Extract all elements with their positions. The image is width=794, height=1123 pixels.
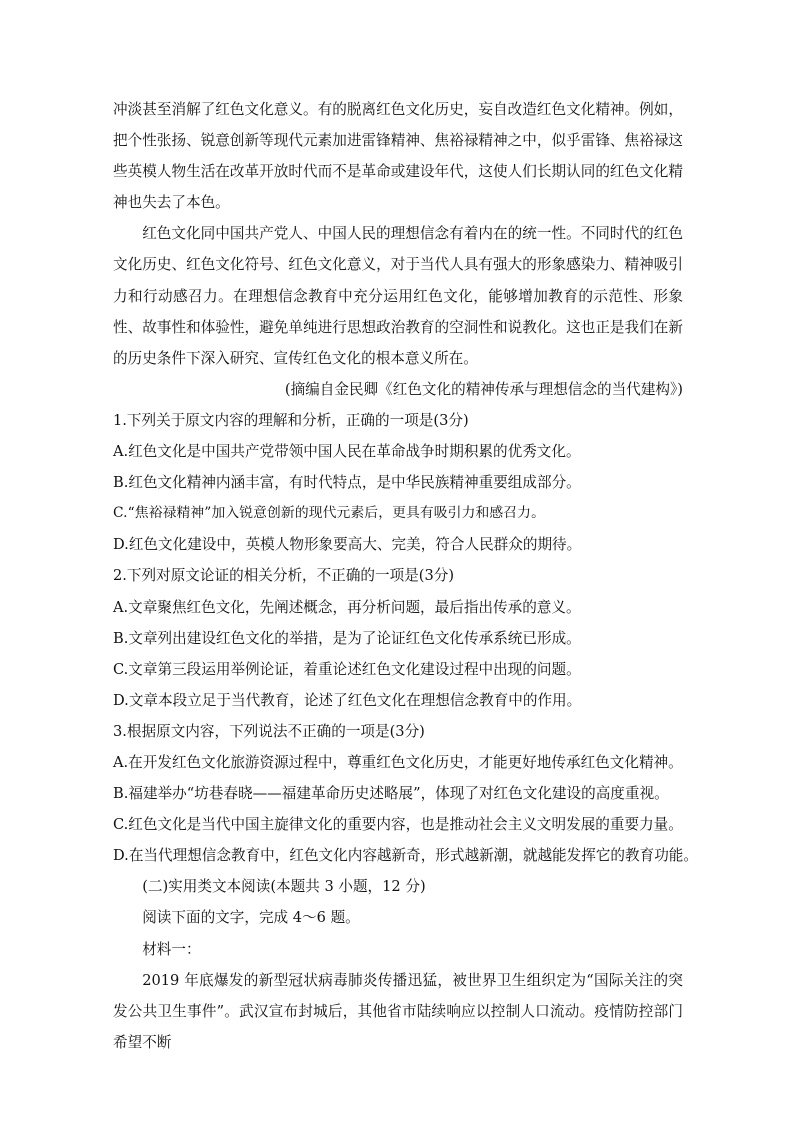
paragraph-red-culture-ideals: 红色文化同中国共产党人、中国人民的理想信念有着内在的统一性。不同时代的红色文化历史、红色文化符号、红色文化意义，对于当代人具有强大的形象感染力、精神吸引力和行动感召力。在理想信念教育中充分运用红色文化，能够增加教育的示范性、形象性、故事性和体验性，避免单纯进行思想政治教育的空洞性和说教化。这也正是我们在新的历史条件下深入研究、宣传红色文化的根本意义所在。	[113, 225, 683, 367]
question-option: A.文章聚焦红色文化，先阐述概念，再分析问题，最后指出传承的意义。	[113, 598, 581, 616]
question-option: C.红色文化是当代中国主旋律文化的重要内容，也是推动社会主义文明发展的重要力量。	[113, 816, 683, 834]
question-option: B.红色文化精神内涵丰富，有时代特点，是中华民族精神重要组成部分。	[113, 474, 581, 492]
question-option: D.文章本段立足于当代教育，论述了红色文化在理想信念教育中的作用。	[113, 691, 582, 709]
question-3	[113, 716, 698, 871]
question-1	[113, 405, 683, 560]
material-label: 材料一：	[142, 940, 201, 958]
question-stem: 1.下列关于原文内容的理解和分析，正确的一项是(3分)	[113, 411, 469, 429]
paragraph-continued: 冲淡甚至消解了红色文化意义。有的脱离红色文化历史，妄自改造红色文化精神。例如，把个性张扬、锐意创新等现代元素加进雷锋精神、焦裕禄精神之中，似乎雷锋、焦裕禄这些英模人物生活在改革开放时代而不是革命或建设年代，这使人们长期认同的红色文化精神也失去了本色。	[113, 101, 683, 212]
question-option: C.“焦裕禄精神”加入锐意创新的现代元素后，更具有吸引力和感召力。	[113, 505, 545, 522]
question-option: A.在开发红色文化旅游资源过程中，尊重红色文化历史，才能更好地传承红色文化精神。	[113, 753, 683, 771]
question-option: B.文章列出建设红色文化的举措，是为了论证红色文化传承系统已形成。	[113, 629, 581, 647]
question-2	[113, 560, 683, 715]
question-stem: 2.下列对原文论证的相关分析，不正确的一项是(3分)	[113, 567, 455, 585]
source-citation: (摘编自金民卿《红色文化的精神传承与理想信念的当代建构》)	[284, 380, 683, 398]
material-paragraph: 2019 年底爆发的新型冠状病毒肺炎传播迅猛，被世界卫生组织定为“国际关注的突发公共卫生事件”。武汉宣布封城后，其他省市陆续响应以控制人口流动。疫情防控部门希望不断	[113, 971, 683, 1051]
question-option: D.在当代理想信念教育中，红色文化内容越新奇，形式越新潮，就越能发挥它的教育功能。	[113, 847, 698, 865]
question-option: D.红色文化建设中，英模人物形象要高大、完美，符合人民群众的期待。	[113, 536, 582, 554]
section-instruction: 阅读下面的文字，完成 4～6 题。	[142, 909, 360, 927]
question-option: B.福建举办“坊巷春晓——福建革命历史述略展”，体现了对红色文化建设的高度重视。	[113, 785, 669, 803]
document-content	[113, 94, 698, 1058]
section-heading: (二)实用类文本阅读(本题共 3 小题，12 分)	[142, 878, 426, 896]
question-stem: 3.根据原文内容，下列说法不正确的一项是(3分)	[113, 722, 425, 740]
question-option: C.文章第三段运用举例论证，着重论述红色文化建设过程中出现的问题。	[113, 660, 581, 678]
question-option: A.红色文化是中国共产党带领中国人民在革命战争时期积累的优秀文化。	[113, 443, 581, 461]
